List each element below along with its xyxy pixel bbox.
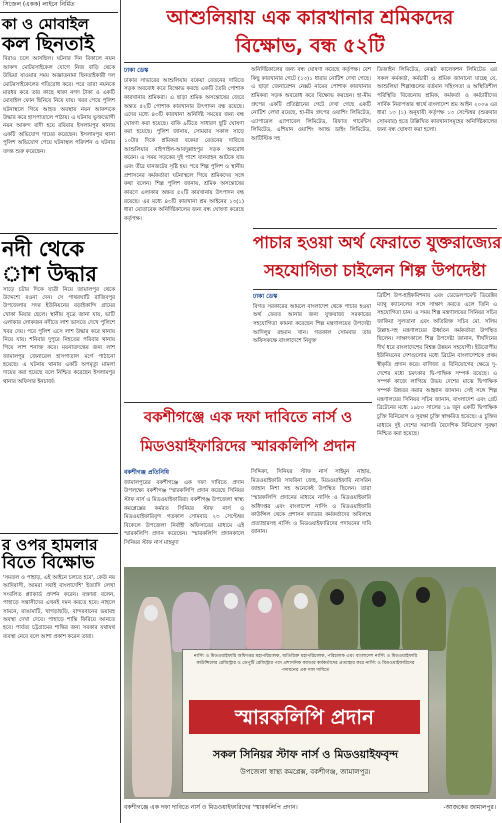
column-divider — [120, 0, 121, 823]
divider — [0, 233, 118, 234]
divider — [0, 533, 118, 534]
story2-dateline: ঢাকা ডেস্ক — [253, 293, 278, 300]
story3-headline-line2: মিডওয়াইফারিদের স্মারকলিপি প্রদান — [140, 437, 356, 455]
divider — [0, 12, 118, 13]
left-headline-d: াশ উদ্ধার — [2, 261, 97, 286]
story2-col2 — [377, 292, 497, 562]
left-headline-a: কা ও মোবাইল — [2, 15, 89, 34]
story3-col1 — [124, 468, 244, 564]
left-paragraph-a: বিরাও চলে আসছিল। ঘটনার দিন বিকালে নয়ন আকন্দ মোটরসাইকেল যোগে নিজ বাড়ি থেকে উভিয়া যাওয়ার সময় অজ্ঞাতনামা ছিনতাইকারী দল মোটরসাইকেলের গতিরোধ করে। পরে তারা নয়নকে মারধর করে তার কাছে থাকা নগদ টাকা ও একটি মোবাইল ফোন ছিনিয়ে নিয়ে যায়। খবর পেয়ে পুলিশ ঘটনাস্থলে গিয়ে আহত অবস্থায় নয়ন আকন্দকে উদ্ধার করে হাসপাতালে পাঠায়। এ ঘটনায় ভুক্তভোগী নয়ন আকন্দ বাদী হয়ে রবিবার ইসলামপুর থানায় একটি অভিযোগ দায়ের করেছেন। ইসলামপুর থানা পুলিশ অভিযোগ পেয়ে ঘটনাস্থল পরিদর্শন ও ঘটনার তদন্ত শুরু করেছেন। — [3, 56, 116, 155]
story1-dateline: ঢাকা ডেস্ক — [124, 67, 149, 74]
photo-credit: -আজকের জামালপুর। — [443, 804, 496, 811]
story3-col1-text: জামালপুরের বকশীগঞ্জে এক দফা দাবিতে প্রদান উপলক্ষ্যে বকশীগঞ্জ 'স্মারকলিপি প্রদান করেছে সিনিয়র স্টাফ নার্স ও মিডওয়াইফারিরা। বকশীগঞ্জ উপজেলা স্বাস্থ্য কমপ্লেক্সের কর্মরত সিনিয়র স্টাফ নার্স ও মিডওয়াইফারিবৃন্দ গতকাল সোমবার ২৩ সেপ্টেম্বর বিকেলে উপজেলা নির্বাহী অফিসারের মাধ্যমে এই স্মারকলিপি প্রদান করেছেন। 'স্মারকলিপি প্রদানকালে সিনিয়র স্টাফ নার্স মাহমুদা — [124, 479, 244, 547]
story1-headline — [124, 4, 496, 63]
banner-address: উপজেলা স্বাস্থ্য কমপ্লেক্স, বকশীগঞ্জ, জামালপুর। — [240, 768, 371, 776]
left-column — [0, 0, 118, 823]
left-headline-c: নদী থেকে — [2, 237, 85, 262]
story1-col3-text: ডিজাইন লিমিটেড, নেক্সট কালেকশন লিমিটেড এর সকল কর্মকর্তা, কর্মচারী ও শ্রমিক জানানো যাচ্ছে যে, আশুলিয়া শিল্পাঞ্চলের বর্তমান সহিংসতা ও অস্থিতিশীল পরিস্থিতি বিবেচনায় শ্রমিক, কর্মকর্তা ও কর্মচারীদের সার্বিক নিরাপত্তার স্বার্থে বাংলাদেশ শ্রম আইন ২০০৬ এর ধারা ১৩ (১) অনুযায়ী কর্তৃপক্ষ ১৩ সেপ্টেম্বর (শুক্রবার সোমবার) হতে উল্লিখিত কারখানাসমূহের অনির্দিষ্টকালের জন্য বন্ধ ঘোষণা করা হলো। — [377, 67, 497, 134]
photo-caption — [124, 802, 496, 813]
left-paragraph-b: সাড়ে চটার দিকে যাত্রী নিয়ে জামালপুর থেকে উদ্দেশ্যে রওনা দেন। সে পাথরঘাটি রাজিবপুর উপজেলার সদর ইউনিয়নের বড়াইকান্দি গ্রামের খোকা মিয়ার ছেলে। স্থানীয় সূত্রে জানা যায়, ভাটি এলাকার লোকজন নদীতে লাশ ভাসতে দেখে পুলিশে খবর দেয়। পরে পুলিশ এসে লাশ উদ্ধার করে থানায় নিয়ে যায়। শনিবার দুপুরে নিহতের পরিবার থানায় গিয়ে লাশ শনাক্ত করে। ময়নাতদন্তের জন্য লাশ জামালপুর জেনারেল হাসপাতাল মর্গে পাঠানো হয়েছে। এ ঘটনায় থানায় একটি অপমৃত্যু মামলা দায়ের করা হয়েছে বলে নিশ্চিত করেছেন ইসলামপুর থানার অফিসার ইনচার্জ। — [3, 286, 115, 385]
person-face — [224, 593, 238, 609]
story1-col1 — [124, 66, 244, 400]
person-figure — [132, 597, 172, 797]
story2-col1 — [253, 292, 371, 400]
story1-col3 — [377, 66, 497, 224]
left-headline-b: কল ছিনতাই — [2, 32, 95, 55]
story2-col1-text: বিগত সরকারের আমলে বাংলাদেশ থেকে পাচার হওয়া অর্থ ফেরত আনার জন্য যুক্তরাজ্য সরকারের সহযোগিতা কামনা করেছেন শিল্প মন্ত্রণালয়ের উপদেষ্টা আদিলুর রহমান খান। গতকাল সোমবার তার অফিসকক্ষে বাংলাদেশে নিযুক্ত — [253, 303, 371, 345]
banner-demand-text: নার্সিং ও মিডওয়াইফারি অধিদপ্তর মহাপরিচালক, অতিরিক্ত মহাপরিচালক, পরিচালক এবং বাংলাদেশ নার্সিং ও মিডওয়াইফারি কাউন্সিলের রেজিস্ট্রার ও ডেপুটি রেজিস্ট্রার পদে প্রশাসনিক ক্যাডার কর্মকর্তাদের প্রত্যাহার করে নার্সিং ও মিডওয়াইফারিদের পদায়নের এক দফা দাবিতে — [193, 654, 418, 673]
banner-title: স্মারকলিপি প্রদান — [189, 700, 420, 734]
photo-caption-text: বকশীগঞ্জে এক দফা দাবিতে নার্স ও মিডওয়াইফারিদের 'স্মারকলিপি প্রদান। — [124, 804, 298, 811]
story1-col2 — [251, 66, 371, 224]
story3-col2-text: সিদ্দিকা, সিনিয়র স্টাফ নার্স সাইমুন নাহার, মিডওয়াইফারি সাবরিনা জেছ, মিডওয়াইফারি নাসরিন জাহান নিশা সহ অনেকেই উপস্থিত ছিলেন। তারা 'স্মারকলিপি প্রদানের মাধ্যমে নার্সিং ও মিডওয়াইফারি অধিদপ্তর এবং বাংলাদেশ নার্সিং ও মিডওয়াইফারি কাউন্সিল থেকে প্রশাসন ক্যাডার কর্মকর্তাদের অবিলম্বে প্রত্যাহারসহ নার্সিং ও মিডওয়াইফারিদের পদায়নের দাবি জানান। — [251, 469, 371, 536]
banner-signatory: সকল সিনিয়র স্টাফ নার্স ও মিডওয়াইফবৃন্দ — [212, 748, 399, 761]
person-figure — [446, 587, 492, 795]
story1-col1-text: ঢাকার সাভারের আশুলিয়ায় বকেয়া বেতনের দাবিতে সড়ক অবরোধ করে বিক্ষোভ করছে একটি তৈরি পোশাক কারখানার শ্রমিকরা। এ ছাড়া শ্রমিক অসন্তোষের জেরে অন্তত ৫২টি পোশাক কারখানার উৎপাদন বন্ধ রয়েছে। এদের মধ্যে ৪৩টি কারখানা অনির্দিষ্ট সময়ের জন্য বন্ধ ঘোষণা করা হয়েছে। বাকি ৯টিতে সাধারণ ছুটি ঘোষণা করা হয়েছে। পুলিশ জানায়, সোমবার সকাল সাড়ে ১০টার দিকে শ্রমিকরা বকেয়া বেতনের দাবিতে আশুলিয়ার বাইপাইল-আবদুল্লাহপুর সড়ক অবরোধ করেন। এ সময় সড়কের দুই পাশে যানবাহন আটকে যায় এবং তীব্র যানজটের সৃষ্টি হয়। পরে শিল্প পুলিশ ও স্থানীয় প্রশাসনের কর্মকর্তারা ঘটনাস্থলে গিয়ে শ্রমিকদের সঙ্গে কথা বলেন। শিল্প পুলিশ জানায়, শ্রমিক অসন্তোষের কারণে এলাকার অন্তত ৫২টি কারখানায় উৎপাদন বন্ধ রয়েছে। এর মধ্যে ৪৩টি কারখানা শ্রম আইনের ১৩(১) ধারা মোতাবেক অনির্দিষ্টকালের জন্য বন্ধ ঘোষণা করেছে কর্তৃপক্ষ। — [124, 77, 244, 222]
person-face — [416, 587, 430, 603]
person-face — [258, 597, 272, 613]
story3-dateline: বকশীগঞ্জ প্রতিনিধি — [124, 469, 170, 476]
left-headline-f: বিতে বিক্ষোভ — [2, 553, 95, 574]
story1-headline-line1: আশুলিয়ায় এক কারখানার শ্রমিকদের — [166, 6, 454, 29]
person-figure — [172, 592, 210, 652]
story1-col2-text: অনির্দিষ্টকালের জন্য বন্ধ ঘোষণা করেছে কর্তৃপক্ষ। বেশ কিছু কারখানার গেটে (১৩)১ ধারার নোটিশ দেখা গেছে। এ ছাড়া জেনারেশন নেক্সট নামের পোশাক কারখানার শ্রমিকরা সড়ক অবরোধ করে বিক্ষোভ করছেন। হা-মীম গ্রুপের একটি প্রতিষ্ঠানের গেটে দেখা গেছে একটি নোটিশ লেখা রয়েছে, হা-মীম গ্রুপের ওয়াশিং লিমিটেড, এ্যাপারেল এ্যাপারেল লিমিটেড, রিফাত গার্মেন্টস লিমিটেড, এশিয়ান ওয়াশিং অ্যান্ড ডাইং লিমিটেড, আটিস্টিক সহ — [251, 67, 371, 143]
story2-col2-text: ব্রিটিশ উপ-হাইকমিশনার এবং ডেভেলপমেন্ট ডিরেক্টর ম্যাথু ক্যানেলের সঙ্গে সাক্ষাৎ করতে এলে তিনি এ সহযোগিতা চান। এ সময় শিল্প মন্ত্রণালয়ের সিনিয়র সচিব জাকিয়া সুলতানা এবং অতিরিক্ত সচিব মো. সলিম উল্লাহ-সহ মন্ত্রণালয়ের ঊর্ধ্বতন কর্মকর্তারা উপস্থিত ছিলেন। সাক্ষাৎকালে শিল্প উপদেষ্টা জানান, দীর্ঘদিনের দীর্ঘ ধরে বাংলাদেশের বিশ্বস্ত উন্নয়ন সহযোগী। ইউরোপীয় ইউনিয়নের দেশগুলোর মধ্যে ব্রিটেন বাংলাদেশকে প্রথম স্বীকৃতি প্রদান করে। বাণিজ্য ও বিনিয়োগের ক্ষেত্রে দু-দেশের মধ্যে চমৎকার দ্বি-পাক্ষিক সম্পর্ক রয়েছে। এ সম্পর্ক কাজে লাগিয়ে উভয় দেশের মাঝে দ্বিপাক্ষিক সম্পর্ক উন্নতর করার আহ্বান জানান। সেই সঙ্গে শিল্প মন্ত্রণালয়ের সিনিয়র সচিব জানান, বাংলাদেশ এবং গ্রেট ব্রিটেনের মধ্যে ১৯৮০ সালের ১৯ জুন একটি দ্বিপাক্ষিক চুক্তি বিনিয়োগ ও সুরক্ষা চুক্তি স্বাক্ষরিত হয়েছে। এ চুক্তির মাধ্যমে দুই দেশের সরাসরি বৈদেশিক বিনিয়োগ সুরক্ষা নিশ্চিত করা হয়েছে। — [377, 293, 497, 438]
left-headline-e: র ওপর হামলার — [2, 535, 98, 554]
story2-headline-line1: পাচার হওয়া অর্থ ফেরাতে যুক্তরাজ্যের — [253, 233, 502, 252]
person-face — [144, 605, 158, 621]
protest-banner — [182, 649, 429, 793]
left-top-strip: সিজেল (একক) লাইনে নির্মিত — [3, 1, 75, 8]
story2-headline — [253, 228, 502, 290]
story3-headline-line1: বকশীগঞ্জে এক দফা দাবিতে নার্স ও — [143, 408, 353, 426]
person-face — [330, 589, 344, 605]
news-photo — [124, 567, 496, 799]
left-paragraph-c: 'সমতল ও পাহাড়, এই আইনে চলতে হবে', কেউ নয় আদিবাসী, আমরা সবাই বাংলাদেশি' ইত্যাদি লেখা সংবলিত প্ল্যাকার্ড প্রদর্শন করেন। বক্তারা বলেন, পাহাড়ে সন্ত্রাসীদের এখনই দমন করতে হবে। নাহলে সামনে, রাঙামাটি, খাগড়াছড়ি, বান্দরবানের ভয়াবহ অবস্থা দেখা দেবে। পাহাড়ে শান্তি ফিরিয়ে আনতে হবে। পার্বত্য চট্টগ্রামের শান্তির জন্য সরকার যথাযথ ব্যবস্থা নেবে বলে আশা প্রকাশ করেন তারা। — [3, 575, 115, 640]
story1-headline-line2: বিক্ষোভ, বন্ধ ৫২টি — [235, 34, 385, 57]
person-face — [372, 591, 386, 607]
story2-headline-line2: সহযোগিতা চাইলেন শিল্প উপদেষ্টা — [264, 261, 486, 280]
story3-col2 — [251, 468, 371, 564]
story3-headline — [124, 402, 372, 465]
person-face — [294, 593, 308, 609]
